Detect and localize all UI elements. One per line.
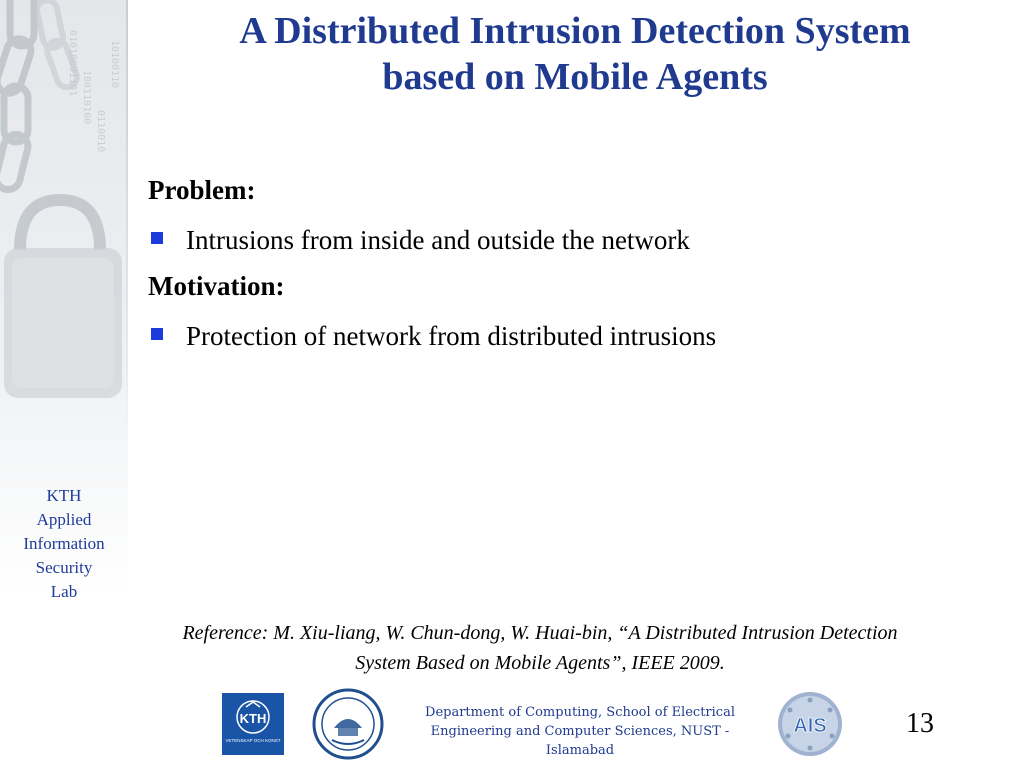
slide-body (148, 168, 1008, 360)
department-line: Department of Computing, School of Electrical (425, 705, 735, 720)
bullet-text: Protection of network from distributed intrusions (186, 321, 717, 351)
sidebar-divider (126, 0, 128, 440)
university-seal-icon (312, 688, 384, 760)
motivation-heading: Motivation: (148, 271, 285, 301)
ais-lab-logo-icon (776, 688, 844, 760)
svg-text:10100110: 10100110 (109, 40, 120, 89)
svg-text:01010001101: 01010001101 (67, 30, 78, 97)
svg-text:100110100: 100110100 (81, 70, 92, 125)
reference-line: Reference: M. Xiu-liang, W. Chun-dong, W. Huai-bin, “A Distributed Intrusion Detection (182, 622, 898, 644)
problem-bullet (148, 216, 1008, 264)
lab-name (4, 484, 124, 604)
department-info (405, 703, 755, 760)
lab-name-line: Applied (36, 510, 92, 529)
kth-logo (222, 688, 284, 760)
svg-text:0110010: 0110010 (95, 110, 106, 153)
motivation-bullet (148, 312, 1008, 360)
lab-name-line: Lab (50, 582, 78, 601)
lab-name-line: Information (23, 534, 105, 553)
chain-padlock-icon (0, 0, 128, 440)
square-bullet-icon (151, 328, 163, 340)
kth-logo-text: KTH (239, 711, 267, 726)
slide-title (150, 8, 1000, 100)
slide-title-line: based on Mobile Agents (382, 56, 768, 98)
ais-logo-text: AIS (793, 715, 827, 737)
page-number: 13 (906, 708, 934, 739)
bullet-text: Intrusions from inside and outside the network (186, 225, 690, 255)
problem-heading: Problem: (148, 175, 256, 205)
lab-name-line: KTH (46, 486, 82, 505)
reference-line: System Based on Mobile Agents”, IEEE 2009. (355, 652, 725, 674)
lab-name-line: Security (35, 558, 93, 577)
department-line: Islamabad (545, 743, 615, 758)
slide-title-line: A Distributed Intrusion Detection System (239, 10, 911, 52)
kth-logo-subtext: VETENSKAP OCH KONST (225, 738, 281, 743)
department-line: Engineering and Computer Sciences, NUST - (430, 724, 730, 739)
square-bullet-icon (151, 232, 163, 244)
reference-text (70, 618, 1010, 678)
